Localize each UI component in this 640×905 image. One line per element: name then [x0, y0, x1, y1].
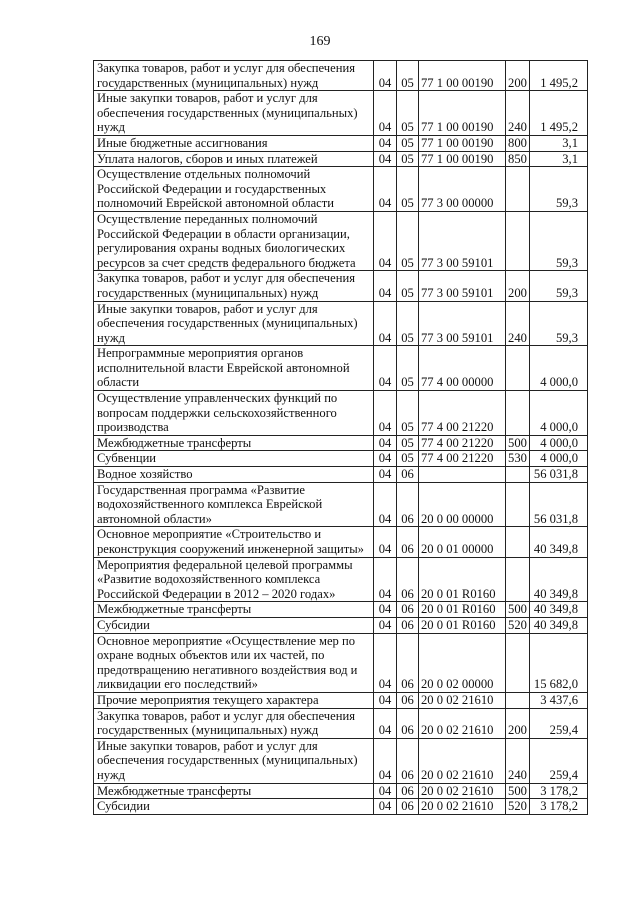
row-expense-type-cell [506, 692, 530, 708]
row-target-article-cell: 20 0 02 21610 [419, 738, 506, 783]
row-amount-cell: 59,3 [530, 167, 588, 212]
table-row [94, 61, 588, 91]
row-name-cell: Мероприятия федеральной целевой программы «Развитие водохозяйственного комплекса Российской Федерации в 2012 – 2020 годах» [94, 557, 374, 602]
row-amount-cell: 56 031,8 [530, 482, 588, 527]
row-name-cell: Осуществление отдельных полномочий Российской Федерации и государственных полномочий Еврейской автономной области [94, 167, 374, 212]
table-row [94, 738, 588, 783]
row-name-cell: Закупка товаров, работ и услуг для обеспечения государственных (муниципальных) нужд [94, 61, 374, 91]
row-section-cell: 04 [374, 211, 397, 270]
row-expense-type-cell: 200 [506, 271, 530, 301]
row-subsection-cell: 06 [397, 467, 419, 483]
row-name-cell: Закупка товаров, работ и услуг для обеспечения государственных (муниципальных) нужд [94, 271, 374, 301]
row-section-cell: 04 [374, 61, 397, 91]
row-section-cell: 04 [374, 738, 397, 783]
row-target-article-cell: 77 3 00 00000 [419, 167, 506, 212]
row-amount-cell: 59,3 [530, 271, 588, 301]
row-section-cell: 04 [374, 527, 397, 557]
row-section-cell: 04 [374, 557, 397, 602]
row-name-cell: Водное хозяйство [94, 467, 374, 483]
table-row [94, 135, 588, 151]
row-subsection-cell: 06 [397, 708, 419, 738]
row-name-cell: Субсидии [94, 617, 374, 633]
row-expense-type-cell: 800 [506, 135, 530, 151]
row-expense-type-cell [506, 633, 530, 692]
row-section-cell: 04 [374, 151, 397, 167]
row-target-article-cell: 77 3 00 59101 [419, 271, 506, 301]
row-name-cell: Осуществление переданных полномочий Российской Федерации в области организации, регулирования охраны водных биологических ресурсов за счет средств федерального бюджета [94, 211, 374, 270]
row-expense-type-cell: 200 [506, 61, 530, 91]
row-subsection-cell: 06 [397, 617, 419, 633]
row-name-cell: Основное мероприятие «Осуществление мер по охране водных объектов или их частей, по предотвращению негативного воздействия вод и ликвидации его последствий» [94, 633, 374, 692]
row-target-article-cell: 77 4 00 21220 [419, 451, 506, 467]
row-expense-type-cell: 500 [506, 602, 530, 618]
row-subsection-cell: 05 [397, 61, 419, 91]
row-expense-type-cell: 850 [506, 151, 530, 167]
table-row [94, 708, 588, 738]
row-expense-type-cell [506, 557, 530, 602]
row-amount-cell: 259,4 [530, 738, 588, 783]
row-expense-type-cell [506, 467, 530, 483]
row-amount-cell: 40 349,8 [530, 557, 588, 602]
table-row [94, 617, 588, 633]
row-target-article-cell: 77 4 00 21220 [419, 391, 506, 436]
row-section-cell: 04 [374, 167, 397, 212]
row-section-cell: 04 [374, 301, 397, 346]
row-subsection-cell: 05 [397, 301, 419, 346]
row-section-cell: 04 [374, 467, 397, 483]
row-subsection-cell: 05 [397, 91, 419, 136]
row-name-cell: Государственная программа «Развитие водохозяйственного комплекса Еврейской автономной области» [94, 482, 374, 527]
row-section-cell: 04 [374, 451, 397, 467]
row-name-cell: Закупка товаров, работ и услуг для обеспечения государственных (муниципальных) нужд [94, 708, 374, 738]
row-amount-cell: 1 495,2 [530, 61, 588, 91]
row-subsection-cell: 06 [397, 738, 419, 783]
row-amount-cell: 4 000,0 [530, 435, 588, 451]
table-row [94, 799, 588, 815]
row-section-cell: 04 [374, 692, 397, 708]
row-target-article-cell: 20 0 02 21610 [419, 708, 506, 738]
row-section-cell: 04 [374, 633, 397, 692]
row-amount-cell: 4 000,0 [530, 451, 588, 467]
row-expense-type-cell [506, 167, 530, 212]
row-target-article-cell: 77 1 00 00190 [419, 135, 506, 151]
table-row [94, 271, 588, 301]
row-amount-cell: 1 495,2 [530, 91, 588, 136]
row-amount-cell: 59,3 [530, 301, 588, 346]
row-name-cell: Межбюджетные трансферты [94, 602, 374, 618]
row-amount-cell: 4 000,0 [530, 391, 588, 436]
row-name-cell: Уплата налогов, сборов и иных платежей [94, 151, 374, 167]
row-subsection-cell: 06 [397, 633, 419, 692]
row-subsection-cell: 06 [397, 799, 419, 815]
row-target-article-cell: 77 4 00 21220 [419, 435, 506, 451]
table-row [94, 435, 588, 451]
table-row [94, 467, 588, 483]
row-name-cell: Непрограммные мероприятия органов исполнительной власти Еврейской автономной области [94, 346, 374, 391]
table-row [94, 451, 588, 467]
row-target-article-cell: 20 0 02 21610 [419, 692, 506, 708]
row-target-article-cell: 77 1 00 00190 [419, 151, 506, 167]
row-target-article-cell: 77 1 00 00190 [419, 61, 506, 91]
row-section-cell: 04 [374, 617, 397, 633]
row-section-cell: 04 [374, 135, 397, 151]
row-subsection-cell: 05 [397, 391, 419, 436]
row-expense-type-cell [506, 211, 530, 270]
row-expense-type-cell: 530 [506, 451, 530, 467]
row-amount-cell: 40 349,8 [530, 617, 588, 633]
row-target-article-cell: 20 0 00 00000 [419, 482, 506, 527]
table-row [94, 482, 588, 527]
row-subsection-cell: 05 [397, 211, 419, 270]
table-row [94, 633, 588, 692]
row-name-cell: Осуществление управленческих функций по вопросам поддержки сельскохозяйственного производства [94, 391, 374, 436]
row-section-cell: 04 [374, 602, 397, 618]
row-amount-cell: 259,4 [530, 708, 588, 738]
row-expense-type-cell: 500 [506, 783, 530, 799]
row-subsection-cell: 05 [397, 451, 419, 467]
row-amount-cell: 3 178,2 [530, 799, 588, 815]
row-amount-cell: 40 349,8 [530, 602, 588, 618]
row-subsection-cell: 06 [397, 482, 419, 527]
row-amount-cell: 3 178,2 [530, 783, 588, 799]
row-section-cell: 04 [374, 783, 397, 799]
budget-table [93, 60, 588, 815]
row-subsection-cell: 05 [397, 135, 419, 151]
row-expense-type-cell [506, 391, 530, 436]
table-row [94, 527, 588, 557]
row-subsection-cell: 05 [397, 435, 419, 451]
row-expense-type-cell: 500 [506, 435, 530, 451]
row-section-cell: 04 [374, 708, 397, 738]
row-amount-cell: 3,1 [530, 151, 588, 167]
row-name-cell: Иные закупки товаров, работ и услуг для обеспечения государственных (муниципальных) нужд [94, 301, 374, 346]
row-subsection-cell: 05 [397, 271, 419, 301]
table-row [94, 151, 588, 167]
row-amount-cell: 3,1 [530, 135, 588, 151]
row-expense-type-cell [506, 346, 530, 391]
row-amount-cell: 15 682,0 [530, 633, 588, 692]
row-expense-type-cell: 520 [506, 617, 530, 633]
budget-table-body [94, 61, 588, 815]
row-target-article-cell: 20 0 01 R0160 [419, 617, 506, 633]
row-section-cell: 04 [374, 799, 397, 815]
row-amount-cell: 3 437,6 [530, 692, 588, 708]
row-name-cell: Межбюджетные трансферты [94, 783, 374, 799]
table-row [94, 783, 588, 799]
row-target-article-cell: 20 0 01 00000 [419, 527, 506, 557]
row-target-article-cell: 77 3 00 59101 [419, 301, 506, 346]
row-expense-type-cell: 240 [506, 738, 530, 783]
row-expense-type-cell: 240 [506, 91, 530, 136]
row-amount-cell: 59,3 [530, 211, 588, 270]
row-subsection-cell: 05 [397, 346, 419, 391]
row-section-cell: 04 [374, 91, 397, 136]
row-target-article-cell: 77 3 00 59101 [419, 211, 506, 270]
table-row [94, 301, 588, 346]
row-amount-cell: 4 000,0 [530, 346, 588, 391]
table-row [94, 91, 588, 136]
row-amount-cell: 40 349,8 [530, 527, 588, 557]
row-target-article-cell [419, 467, 506, 483]
row-expense-type-cell [506, 482, 530, 527]
row-expense-type-cell [506, 527, 530, 557]
row-target-article-cell: 77 1 00 00190 [419, 91, 506, 136]
row-subsection-cell: 05 [397, 167, 419, 212]
row-subsection-cell: 06 [397, 602, 419, 618]
row-name-cell: Иные закупки товаров, работ и услуг для обеспечения государственных (муниципальных) нужд [94, 91, 374, 136]
row-section-cell: 04 [374, 346, 397, 391]
table-row [94, 391, 588, 436]
row-subsection-cell: 06 [397, 527, 419, 557]
row-target-article-cell: 20 0 02 21610 [419, 799, 506, 815]
table-row [94, 557, 588, 602]
row-subsection-cell: 05 [397, 151, 419, 167]
row-amount-cell: 56 031,8 [530, 467, 588, 483]
row-name-cell: Иные бюджетные ассигнования [94, 135, 374, 151]
row-section-cell: 04 [374, 435, 397, 451]
row-name-cell: Субсидии [94, 799, 374, 815]
row-name-cell: Основное мероприятие «Строительство и реконструкция сооружений инженерной защиты» [94, 527, 374, 557]
row-expense-type-cell: 520 [506, 799, 530, 815]
table-row [94, 346, 588, 391]
row-target-article-cell: 20 0 01 R0160 [419, 602, 506, 618]
row-name-cell: Межбюджетные трансферты [94, 435, 374, 451]
row-target-article-cell: 20 0 02 00000 [419, 633, 506, 692]
row-subsection-cell: 06 [397, 783, 419, 799]
row-name-cell: Прочие мероприятия текущего характера [94, 692, 374, 708]
row-target-article-cell: 77 4 00 00000 [419, 346, 506, 391]
table-row [94, 602, 588, 618]
row-name-cell: Субвенции [94, 451, 374, 467]
row-subsection-cell: 06 [397, 692, 419, 708]
table-row [94, 167, 588, 212]
page-number: 169 [309, 34, 331, 49]
row-subsection-cell: 06 [397, 557, 419, 602]
row-section-cell: 04 [374, 482, 397, 527]
row-expense-type-cell: 200 [506, 708, 530, 738]
row-target-article-cell: 20 0 02 21610 [419, 783, 506, 799]
row-target-article-cell: 20 0 01 R0160 [419, 557, 506, 602]
row-name-cell: Иные закупки товаров, работ и услуг для обеспечения государственных (муниципальных) нужд [94, 738, 374, 783]
table-row [94, 692, 588, 708]
row-section-cell: 04 [374, 391, 397, 436]
row-expense-type-cell: 240 [506, 301, 530, 346]
table-row [94, 211, 588, 270]
row-section-cell: 04 [374, 271, 397, 301]
